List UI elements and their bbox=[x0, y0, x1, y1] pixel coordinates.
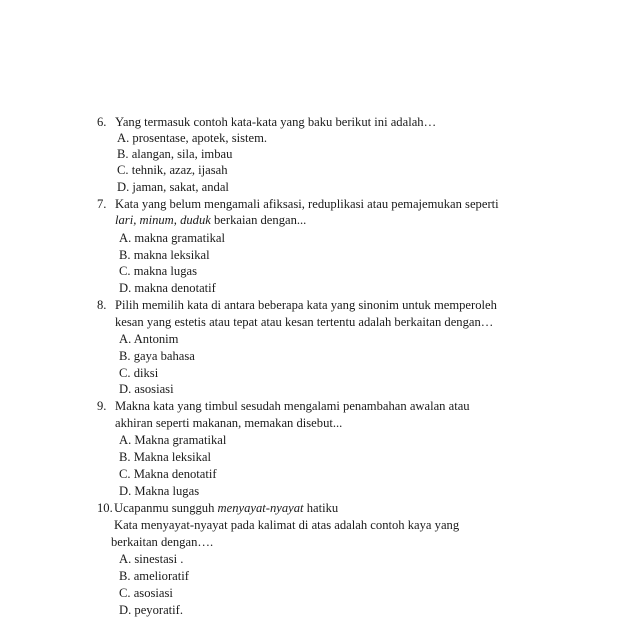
question-stem bbox=[114, 500, 338, 516]
option-a: A. prosentase, apotek, sistem. bbox=[117, 131, 268, 145]
option-a: A. Antonim bbox=[119, 332, 179, 346]
option-d: D. Makna lugas bbox=[119, 484, 200, 498]
question-stem-cont: Kata menyayat-nyayat pada kalimat di atas adalah contoh kaya yang bbox=[114, 518, 460, 532]
option-d: D. makna denotatif bbox=[119, 281, 216, 295]
italic-term: lari, minum, duduk bbox=[115, 213, 211, 227]
question-stem-cont: berkaitan dengan…. bbox=[111, 535, 214, 549]
option-c: C. makna lugas bbox=[119, 264, 197, 278]
question-stem-cont bbox=[115, 212, 306, 228]
stem-pre: Ucapanmu sungguh bbox=[114, 501, 218, 515]
option-a: A. sinestasi . bbox=[119, 552, 184, 566]
option-c: C. diksi bbox=[119, 366, 159, 380]
question-number: 6. bbox=[97, 115, 107, 129]
question-stem-cont: kesan yang estetis atau tepat atau kesan tertentu adalah berkaitan dengan… bbox=[115, 315, 494, 329]
question-stem: Makna kata yang timbul sesudah mengalami penambahan awalan atau bbox=[115, 399, 470, 413]
question-number: 7. bbox=[97, 197, 107, 211]
question-stem: Kata yang belum mengamali afiksasi, reduplikasi atau pemajemukan seperti bbox=[115, 197, 499, 211]
option-c: C. asosiasi bbox=[119, 586, 173, 600]
option-b: B. makna leksikal bbox=[119, 248, 210, 262]
stem-rest: berkaian dengan... bbox=[210, 213, 307, 227]
option-a: A. Makna gramatikal bbox=[119, 433, 227, 447]
option-b: B. gaya bahasa bbox=[119, 349, 195, 363]
option-b: B. Makna leksikal bbox=[119, 450, 211, 464]
italic-term: menyayat-nyayat bbox=[217, 501, 304, 515]
stem-post: hatiku bbox=[303, 501, 339, 515]
question-stem: Yang termasuk contoh kata-kata yang baku berikut ini adalah… bbox=[115, 115, 437, 129]
option-b: B. amelioratif bbox=[119, 569, 189, 583]
option-d: D. jaman, sakat, andal bbox=[117, 180, 229, 194]
option-c: C. tehnik, azaz, ijasah bbox=[117, 163, 228, 177]
question-stem-cont: akhiran seperti makanan, memakan disebut... bbox=[115, 416, 343, 430]
question-number: 8. bbox=[97, 298, 107, 312]
option-d: D. asosiasi bbox=[119, 382, 174, 396]
option-a: A. makna gramatikal bbox=[119, 231, 225, 245]
question-number: 10. bbox=[97, 501, 113, 515]
option-c: C. Makna denotatif bbox=[119, 467, 217, 481]
option-d: D. peyoratif. bbox=[119, 603, 183, 617]
question-number: 9. bbox=[97, 399, 107, 413]
question-stem: Pilih memilih kata di antara beberapa kata yang sinonim untuk memperoleh bbox=[115, 298, 497, 312]
option-b: B. alangan, sila, imbau bbox=[117, 147, 233, 161]
